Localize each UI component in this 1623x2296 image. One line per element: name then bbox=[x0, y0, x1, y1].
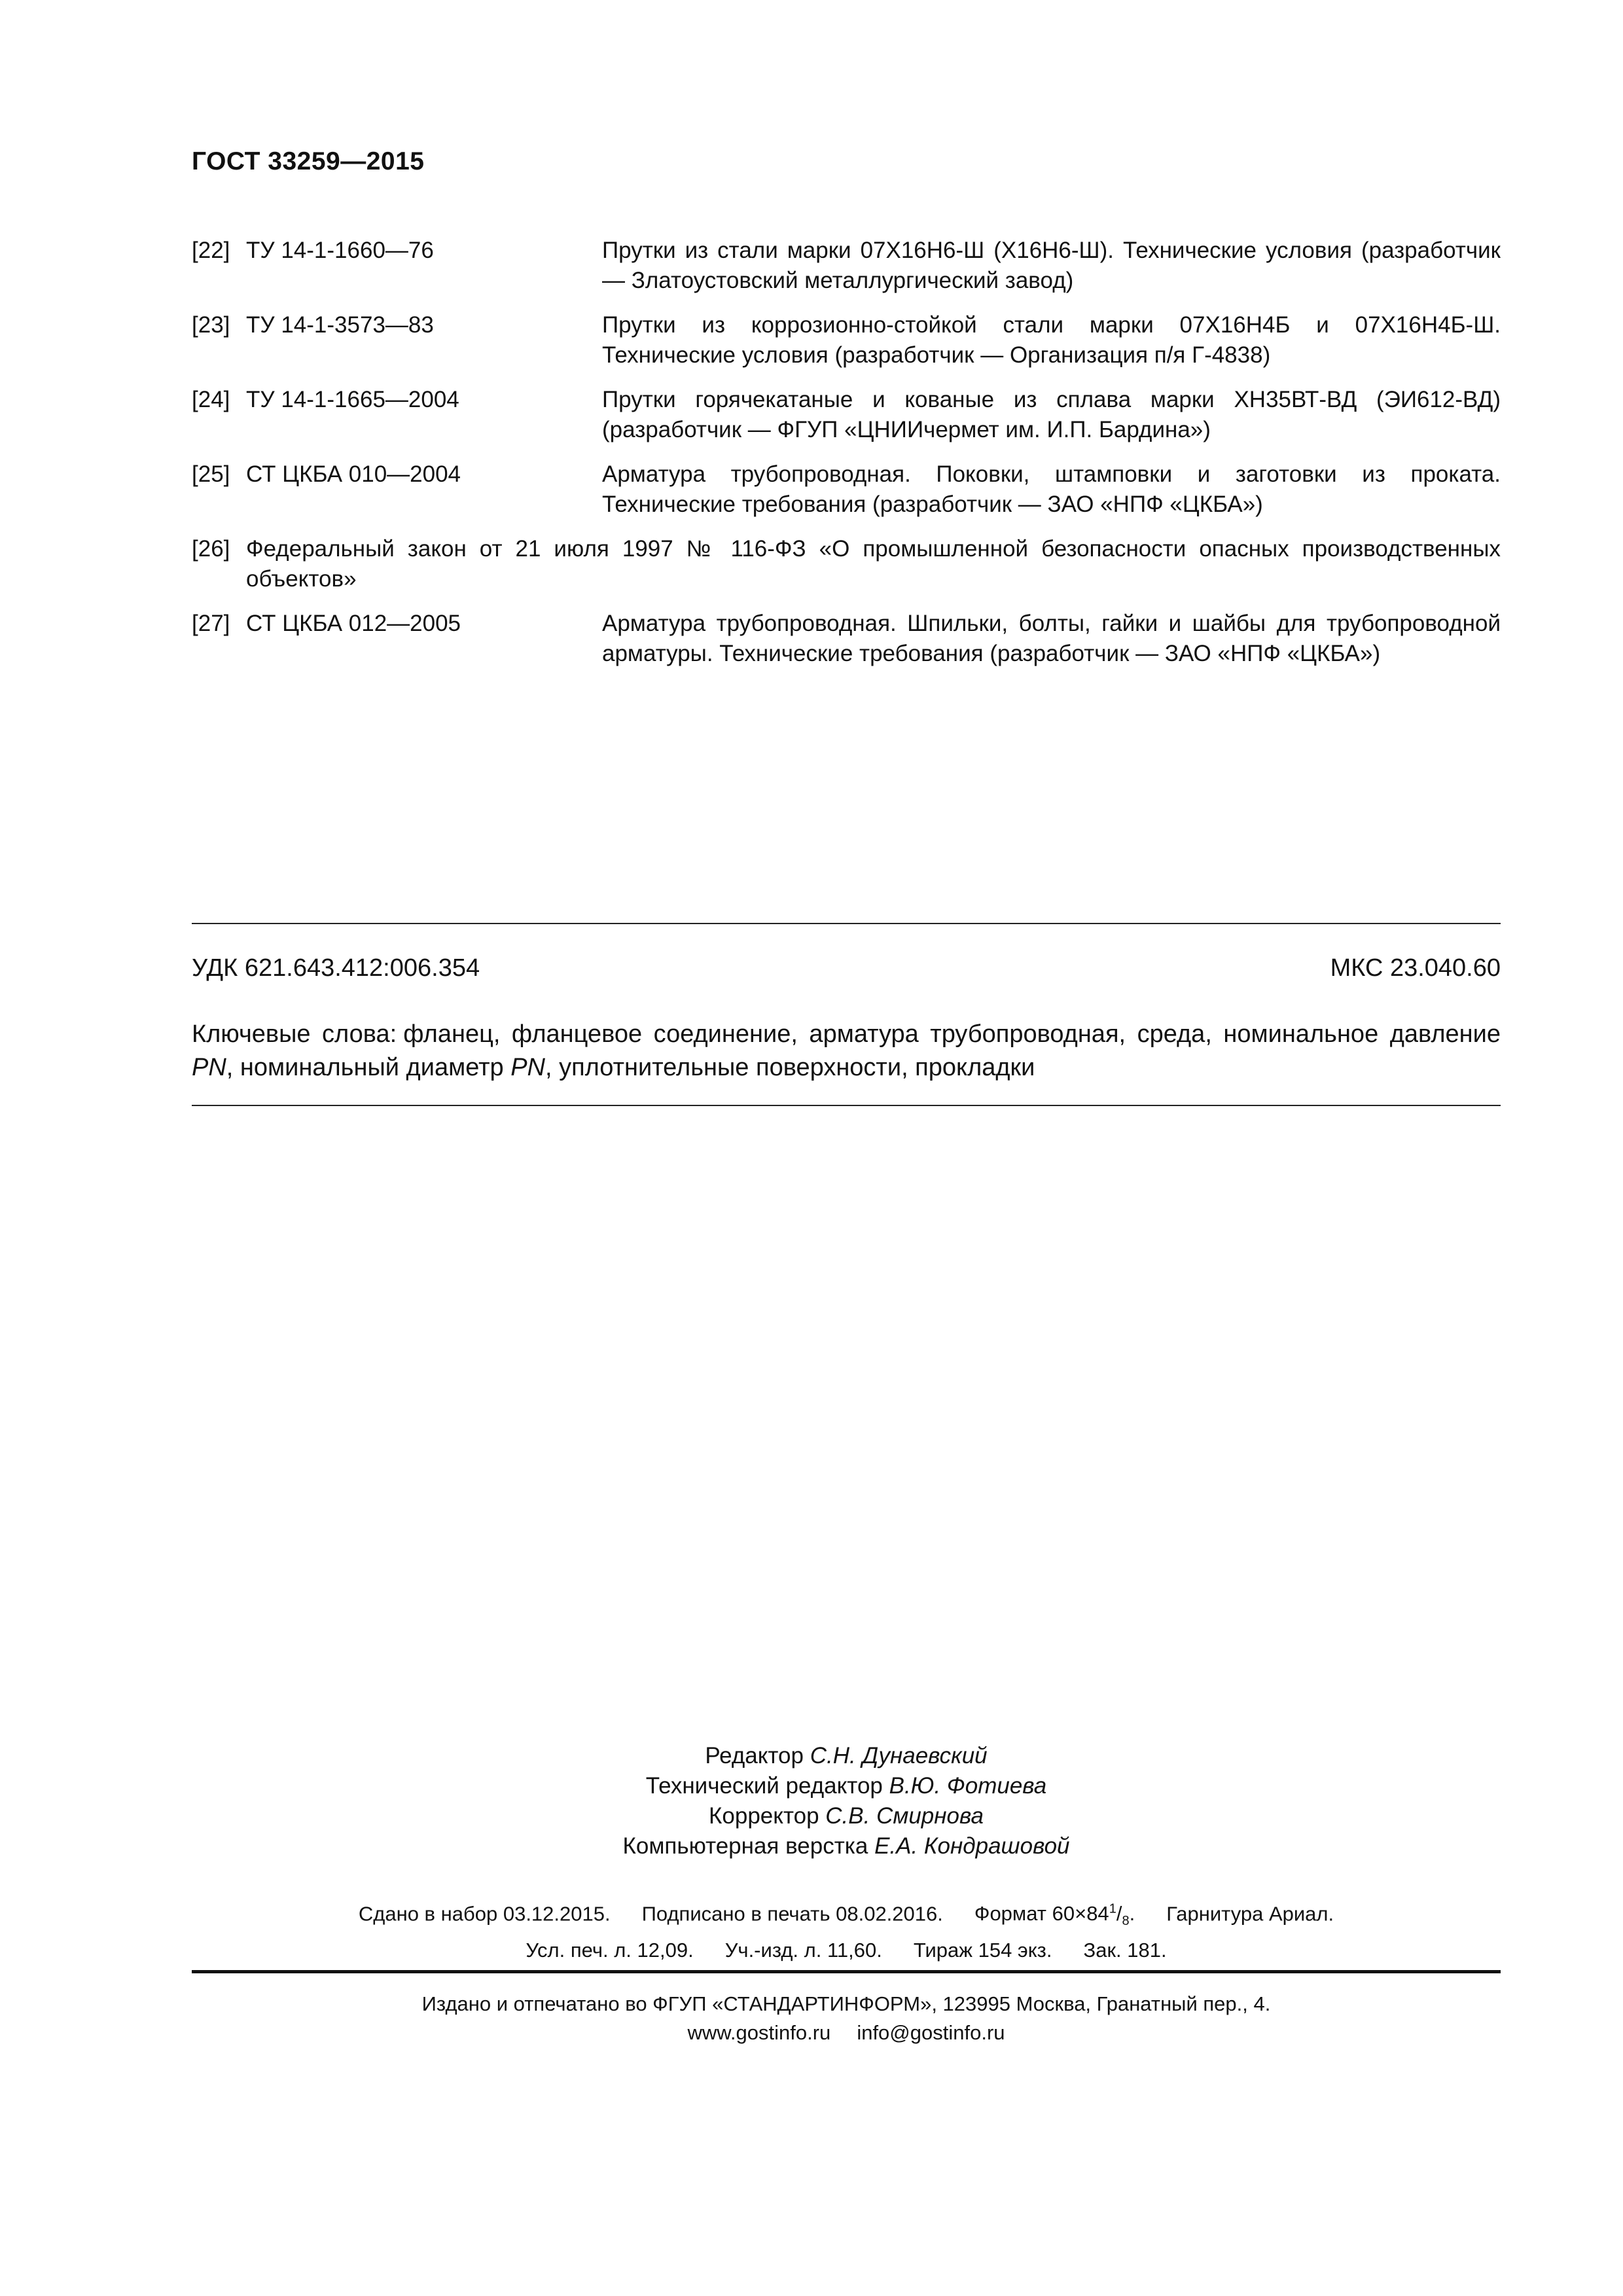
credit-line bbox=[192, 1771, 1501, 1801]
mks-code: МКС 23.040.60 bbox=[1330, 954, 1501, 982]
keywords-block bbox=[192, 1018, 1501, 1085]
reference-item bbox=[192, 236, 1501, 296]
publisher-contacts bbox=[192, 2018, 1501, 2047]
imprint-format: Формат $60\times 84^1/_8$. bbox=[974, 1902, 1135, 1929]
reference-number: [22] bbox=[192, 238, 230, 263]
credit-name: В.Ю. Фотиева bbox=[889, 1773, 1047, 1799]
imprint-line-1 bbox=[192, 1895, 1501, 1936]
imprint-submitted: Сдано в набор 03.12.2015. bbox=[358, 1902, 611, 1926]
imprint-font: Гарнитура Ариал. bbox=[1166, 1902, 1334, 1926]
document-id: ГОСТ 33259—2015 bbox=[192, 147, 425, 175]
credit-line bbox=[192, 1741, 1501, 1771]
credit-line bbox=[192, 1831, 1501, 1861]
reference-item bbox=[192, 310, 1501, 370]
reference-number: [26] bbox=[192, 536, 230, 562]
reference-description: Федеральный закон от 21 июля 1997 № 116-ФЗ «О промышленной безопасности опасных производственных объектов» bbox=[246, 536, 1501, 592]
references-list bbox=[192, 236, 1501, 683]
reference-description: Арматура трубопроводная. Поковки, штамповки и заготовки из проката. Технические требования (разработчик — ЗАО «НПФ «ЦКБА») bbox=[602, 461, 1501, 517]
reference-number: [27] bbox=[192, 611, 230, 636]
credit-line bbox=[192, 1801, 1501, 1831]
reference-code: ТУ 14-1-1660—76 bbox=[246, 238, 434, 263]
divider-publisher bbox=[192, 1970, 1501, 1973]
imprint-print-sheets: Усл. печ. л. 12,09. bbox=[526, 1938, 694, 1962]
divider-bottom bbox=[192, 1105, 1501, 1106]
reference-item bbox=[192, 385, 1501, 445]
keywords-text: , номинальный диаметр bbox=[226, 1054, 511, 1081]
reference-code: ТУ 14-1-3573—83 bbox=[246, 312, 434, 338]
publisher-site-link[interactable]: www.gostinfo.ru bbox=[687, 2021, 831, 2044]
keywords-label: Ключевые слова: bbox=[192, 1020, 397, 1048]
keywords-pn: PN bbox=[510, 1054, 545, 1081]
imprint-signed: Подписано в печать 08.02.2016. bbox=[641, 1902, 943, 1926]
credit-name: С.Н. Дунаевский bbox=[810, 1743, 988, 1768]
credit-name: Е.А. Кондрашовой bbox=[874, 1833, 1070, 1859]
reference-item bbox=[192, 609, 1501, 669]
reference-description: Прутки из коррозионно-стойкой стали марки 07Х16Н4Б и 07Х16Н4Б-Ш. Технические условия (разработчик — Организация п/я Г-4838) bbox=[602, 312, 1501, 368]
reference-description: Арматура трубопроводная. Шпильки, болты, гайки и шайбы для трубопроводной арматуры. Технические требования (разработчик — ЗАО «НПФ «ЦКБА») bbox=[602, 611, 1501, 666]
reference-code: ТУ 14-1-1665—2004 bbox=[246, 387, 459, 412]
credit-role: Редактор bbox=[705, 1743, 804, 1768]
reference-description: Прутки горячекатаные и кованые из сплава марки ХН35ВТ-ВД (ЭИ612-ВД) (разработчик — ФГУП «ЦНИИчермет им. И.П. Бардина») bbox=[602, 387, 1501, 442]
imprint-order: Зак. 181. bbox=[1083, 1938, 1167, 1962]
credit-role: Корректор bbox=[709, 1803, 819, 1829]
divider-top bbox=[192, 923, 1501, 924]
reference-code: СТ ЦКБА 012—2005 bbox=[246, 611, 461, 636]
credit-role: Компьютерная верстка bbox=[622, 1833, 868, 1859]
reference-description: Прутки из стали марки 07Х16Н6-Ш (Х16Н6-Ш). Технические условия (разработчик — Златоустовский металлургический завод) bbox=[602, 238, 1501, 293]
publisher-line: Издано и отпечатано во ФГУП «СТАНДАРТИНФОРМ», 123995 Москва, Гранатный пер., 4. bbox=[421, 1992, 1271, 2015]
reference-number: [25] bbox=[192, 461, 230, 487]
reference-item bbox=[192, 534, 1501, 594]
imprint-block bbox=[192, 1895, 1501, 1965]
credits-block bbox=[192, 1741, 1501, 1861]
keywords-pn: PN bbox=[192, 1054, 226, 1081]
reference-number: [24] bbox=[192, 387, 230, 412]
reference-item bbox=[192, 459, 1501, 520]
credit-name: С.В. Смирнова bbox=[825, 1803, 984, 1829]
imprint-pub-sheets: Уч.-изд. л. 11,60. bbox=[724, 1938, 882, 1962]
udk-code: УДК 621.643.412:006.354 bbox=[192, 954, 480, 982]
imprint-run: Тираж 154 экз. bbox=[913, 1938, 1052, 1962]
imprint-line-2 bbox=[192, 1936, 1501, 1965]
reference-code: СТ ЦКБА 010—2004 bbox=[246, 461, 461, 487]
publisher-block bbox=[192, 1990, 1501, 2047]
keywords-text: , уплотнительные поверхности, прокладки bbox=[544, 1054, 1035, 1081]
keywords-text: фланец, фланцевое соединение, арматура трубопроводная, среда, номинальное давление bbox=[403, 1020, 1501, 1048]
credit-role: Технический редактор bbox=[645, 1773, 883, 1799]
reference-number: [23] bbox=[192, 312, 230, 338]
publisher-email-link[interactable]: info@gostinfo.ru bbox=[857, 2021, 1005, 2044]
